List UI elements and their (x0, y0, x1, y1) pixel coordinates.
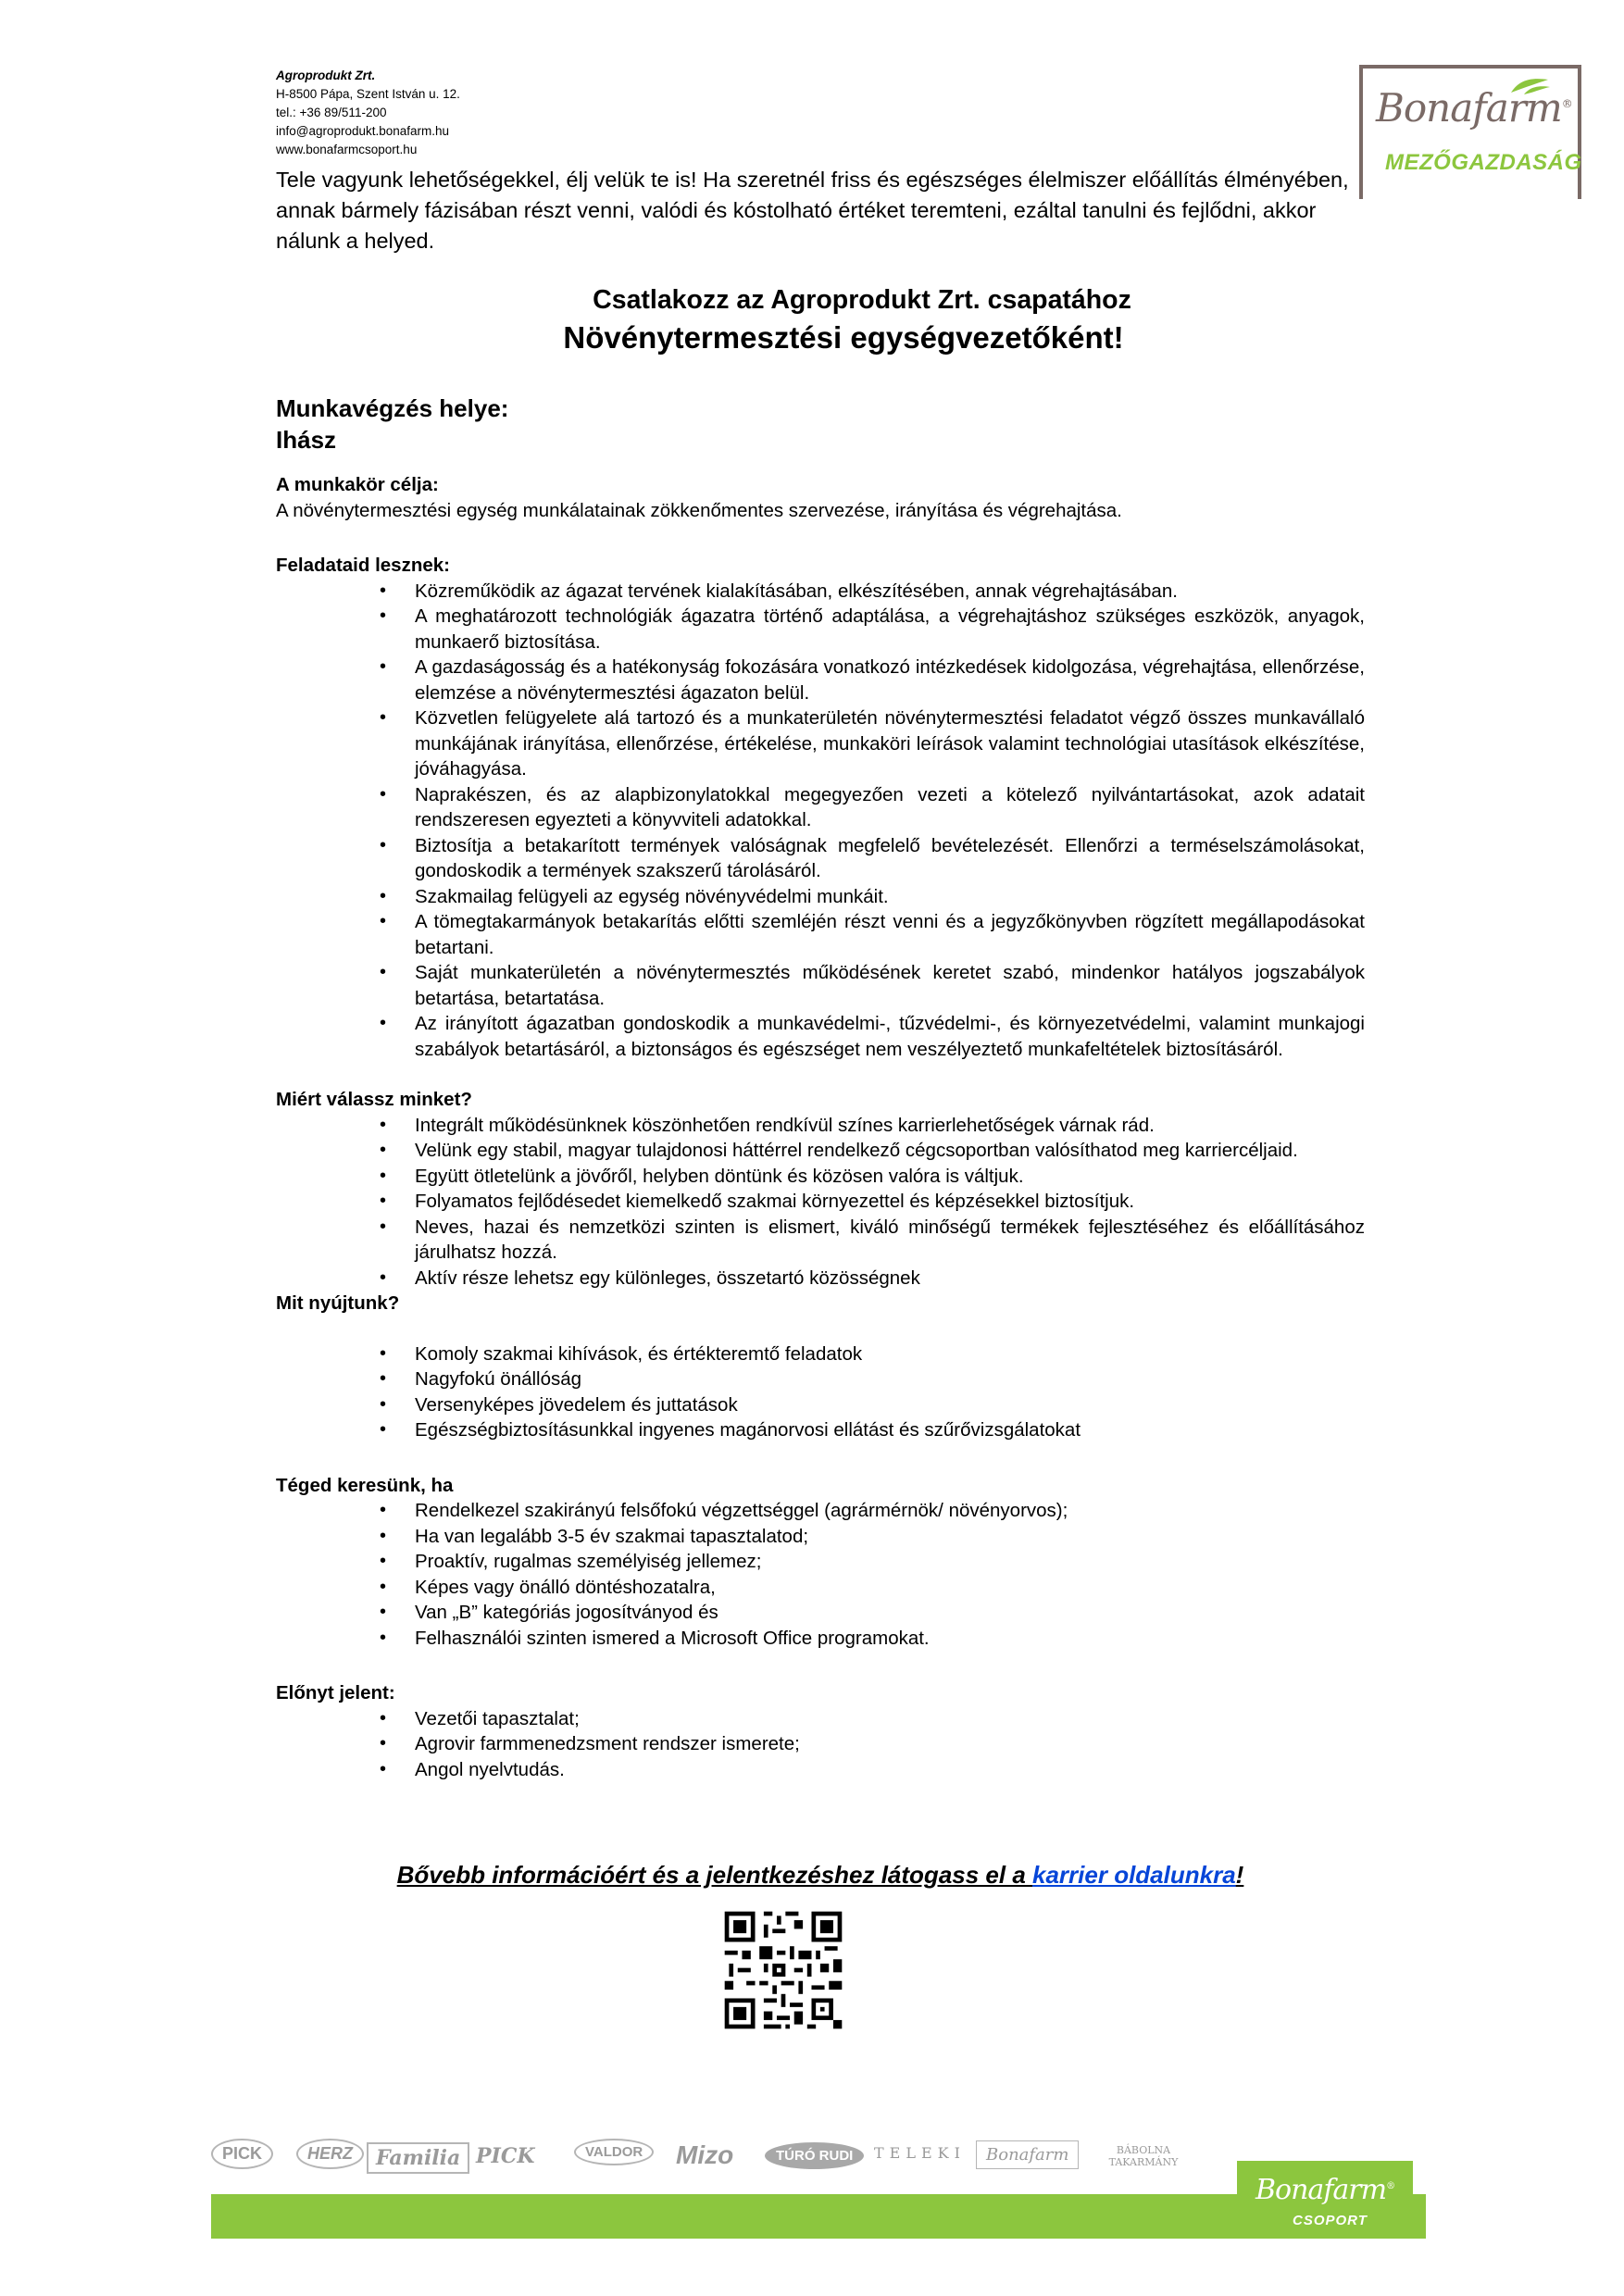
seeking-title: Téged keresünk, ha (276, 1474, 454, 1496)
brand-logo: TÚRÓ RUDI (765, 2142, 864, 2169)
workplace-value: Ihász (276, 426, 337, 454)
list-item: • Az irányított ágazatban gondoskodik a munkavédelmi-, tűzvédelmi-, és környezetvédelmi, valamint munkajogi szabályok betartásáról, a biztonságos és egészséget nem veszélyeztető munkafeltételek biztosításáról. (415, 1011, 1365, 1062)
workplace (276, 393, 508, 455)
list-item: • A tömegtakarmányok betakarítás előtti szemléjén részt venni és a jegyzőkönyvben rögzített megállapodásokat betartani. (415, 909, 1365, 960)
brand-logo: VALDOR (574, 2139, 654, 2165)
brand-logo: HERZ (296, 2139, 364, 2169)
brand-logo: PICK (211, 2139, 273, 2169)
seeking-list (276, 1498, 1365, 1651)
footer-green-bar (211, 2148, 1426, 2228)
list-item: • A meghatározott technológiák ágazatra történő adaptálása, a végrehajtáshoz szükséges eszközök, anyagok, munkaerő biztosítása. (415, 604, 1365, 655)
brand-logo: Mizo (676, 2140, 734, 2169)
list-item: • Agrovir farmmenedzsment rendszer ismerete; (415, 1731, 1365, 1757)
tasks-title: Feladataid lesznek: (276, 555, 450, 576)
company-phone: tel.: +36 89/511-200 (276, 106, 387, 119)
career-page-link[interactable]: karrier oldalunkra (1032, 1861, 1236, 1889)
list-item: • Egészségbiztosításunkkal ingyenes magánorvosi ellátást és szűrővizsgálatokat (415, 1417, 1365, 1443)
list-item: • Közreműködik az ágazat tervének kialakításában, elkészítésében, annak végrehajtásában. (415, 579, 1365, 605)
career-cta (276, 1861, 1365, 1890)
headline (276, 281, 1365, 357)
list-item: • Ha van legalább 3-5 év szakmai tapasztalatod; (415, 1524, 1365, 1550)
list-item: • Naprakészen, és az alapbizonylatokkal megegyezően vezeti a kötelező nyilvántartásokat, azok adatait rendszeresen egyezteti a könyvviteli adatokkal. (415, 782, 1365, 833)
company-name: Agroprodukt Zrt. (276, 69, 376, 82)
offer-title: Mit nyújtunk? (276, 1292, 400, 1314)
brand-logo: BÁBOLNA TAKARMÁNY (1108, 2144, 1179, 2168)
why-title: Miért válassz minket? (276, 1089, 472, 1110)
list-item: • Képes vagy önálló döntéshozatalra, (415, 1575, 1365, 1601)
intro-paragraph: Tele vagyunk lehetőségekkel, élj velük te is! Ha szeretnél friss és egészséges élelmiszer előállítás élményében, annak bármely fázisában részt venni, valódi és kóstolható értéket teremteni, ezáltal tanulni és fejlődni, akkor nálunk a helyed. (276, 168, 1349, 253)
headline-line-2: Növénytermesztési egységvezetőként! (563, 320, 1124, 355)
company-email: info@agroprodukt.bonafarm.hu (276, 124, 450, 138)
group-sub: CSOPORT (1293, 2213, 1368, 2228)
advantage-title: Előnyt jelent: (276, 1682, 395, 1703)
list-item: • Szakmailag felügyeli az egység növényvédelmi munkáit. (415, 884, 1365, 910)
purpose-title: A munkakör célja: (276, 474, 439, 495)
company-letterhead (276, 67, 460, 159)
list-item: • Közvetlen felügyelete alá tartozó és a munkaterületén növénytermesztési feladatot végző összes munkavállaló munkájának irányítása, ellenőrzése, értékelése, munkaköri leírások valamint technológiai utasítások elkészítése, jóváhagyása. (415, 705, 1365, 782)
brand-logo: Familia (367, 2142, 469, 2174)
list-item: • Komoly szakmai kihívások, és értékteremtő feladatok (415, 1341, 1365, 1367)
list-item: • Biztosítja a betakarított termények valóságnak megfelelő bevételezését. Ellenőrzi a terméselszámolásokat, gondoskodik a termények szakszerű tárolásáról. (415, 833, 1365, 884)
company-website: www.bonafarmcsoport.hu (276, 143, 418, 156)
purpose-text: A növénytermesztési egység munkálatainak zökkenőmentes szervezése, irányítása és végrehajtása. (276, 499, 1122, 521)
list-item: • Vezetői tapasztalat; (415, 1706, 1365, 1732)
bonafarm-csoport-logo (1237, 2161, 1413, 2239)
cta-end: ! (1235, 1861, 1244, 1889)
brand-logo: Bonafarm (976, 2140, 1079, 2169)
list-item: • Aktív része lehetsz egy különleges, összetartó közösségnek (415, 1266, 1365, 1292)
headline-line-1: Csatlakozz az Agroprodukt Zrt. csapatához (593, 285, 1131, 315)
list-item: • Integrált működésünknek köszönhetően rendkívül színes karrierlehetőségek várnak rád. (415, 1113, 1365, 1139)
group-brand: Bonafarm® (1255, 2174, 1395, 2206)
content (276, 472, 1365, 1782)
offer-list (276, 1341, 1365, 1443)
workplace-label: Munkavégzés helye: (276, 394, 509, 422)
list-item: • Nagyfokú önállóság (415, 1366, 1365, 1392)
list-item: • A gazdaságosság és a hatékonyság fokozására vonatkozó intézkedések kidolgozása, végrehajtása, ellenőrzése, elemzése a növénytermesztési ágazaton belül. (415, 655, 1365, 705)
tasks-list (276, 579, 1365, 1063)
bonafarm-mezogazdasag-logo (1359, 65, 1591, 204)
why-list (276, 1113, 1365, 1292)
list-item: • Folyamatos fejlődésedet kiemelkedő szakmai környezettel és képzésekkel biztosítjuk. (415, 1189, 1365, 1215)
list-item: • Rendelkezel szakirányú felsőfokú végzettséggel (agrármérnök/ növényorvos); (415, 1498, 1365, 1524)
list-item: • Neves, hazai és nemzetközi szinten is elismert, kiváló minőségű termékek fejlesztéséhez és előállításához járulhatsz hozzá. (415, 1215, 1365, 1266)
qr-code[interactable] (720, 1907, 846, 2033)
list-item: • Proaktív, rugalmas személyiség jellemez; (415, 1549, 1365, 1575)
list-item: • Együtt ötletelünk a jövőről, helyben döntünk és közösen valóra is váltjuk. (415, 1164, 1365, 1190)
logo-brand: Bonafarm® (1376, 85, 1572, 131)
list-item: • Van „B” kategóriás jogosítványod és (415, 1600, 1365, 1626)
advantage-list (276, 1706, 1365, 1783)
list-item: • Angol nyelvtudás. (415, 1757, 1365, 1783)
list-item: • Saját munkaterületén a növénytermesztés működésének keretet szabó, mindenkor hatályos jogszabályok betartása, betartatása. (415, 960, 1365, 1011)
brand-logo: TELEKI (874, 2144, 966, 2162)
logo-subtitle: MEZŐGAZDASÁG (1385, 150, 1582, 175)
list-item: • Versenyképes jövedelem és juttatások (415, 1392, 1365, 1418)
brand-logo: PICK (476, 2144, 535, 2168)
company-address: H-8500 Pápa, Szent István u. 12. (276, 87, 460, 101)
cta-text: Bővebb információért és a jelentkezéshez látogass el a (396, 1861, 1033, 1889)
list-item: • Velünk egy stabil, magyar tulajdonosi háttérrel rendelkező cégcsoportban valósíthatod meg karriercéljaid. (415, 1138, 1365, 1164)
list-item: • Felhasználói szinten ismered a Microsoft Office programokat. (415, 1626, 1365, 1652)
